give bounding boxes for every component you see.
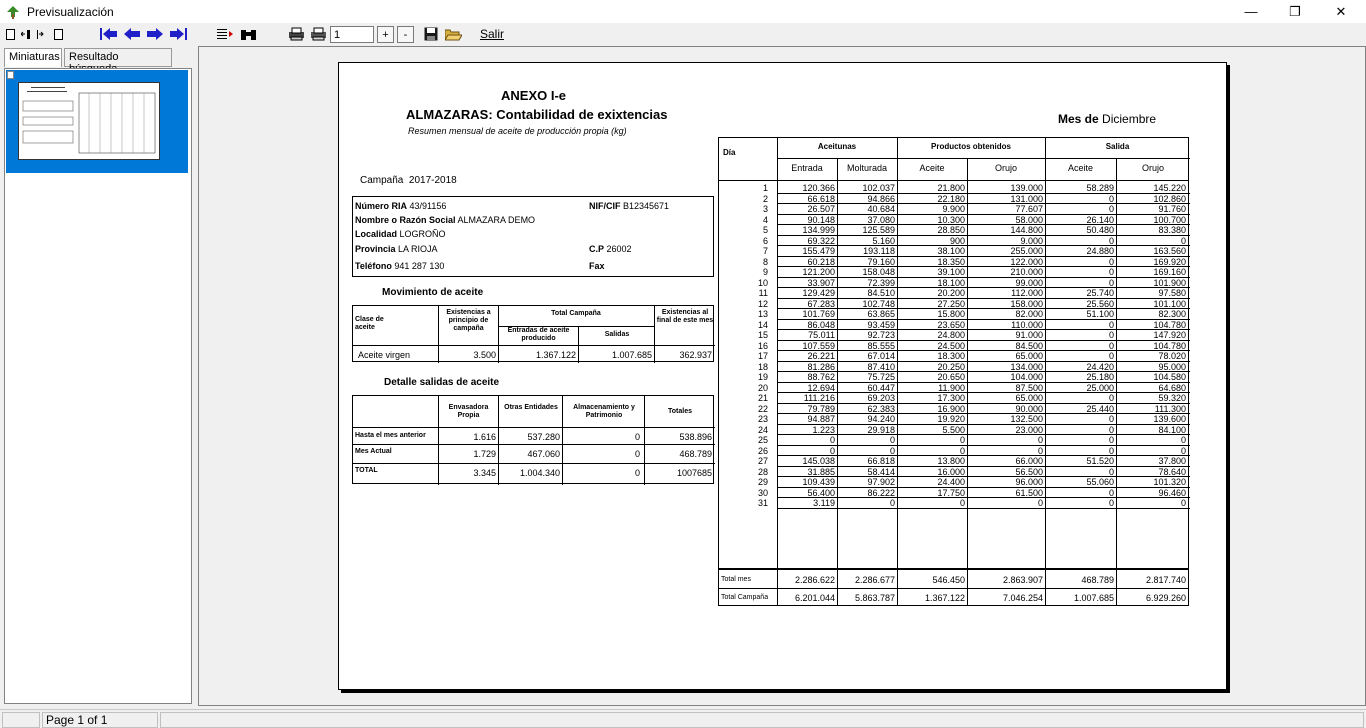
- daily-cell: 193.118: [863, 246, 895, 256]
- close-button[interactable]: ✕: [1335, 3, 1347, 19]
- daily-cell: 37.080: [867, 214, 895, 225]
- window-title: Previsualización: [27, 4, 114, 19]
- daily-cell: 19.920: [937, 414, 965, 424]
- total-campaign-row: [718, 588, 1189, 606]
- daily-cell: 121.200: [802, 267, 835, 277]
- daily-cell: 0: [1108, 235, 1114, 246]
- daily-cell: 100.700: [1153, 214, 1186, 225]
- daily-cell: 56.500: [1015, 466, 1043, 477]
- page-indicator: Page 1 of 1: [42, 712, 158, 728]
- open-folder-icon[interactable]: [444, 25, 462, 43]
- page-fit-icon[interactable]: [36, 25, 48, 43]
- daily-cell: 0: [959, 445, 965, 456]
- movement-heading: Movimiento de aceite: [382, 287, 484, 298]
- day-number: 18: [757, 361, 768, 372]
- total-cell: 2.286.622: [794, 575, 835, 585]
- daily-cell: 0: [1180, 235, 1186, 246]
- daily-cell: 0: [1037, 498, 1043, 508]
- daily-cell: 23.000: [1015, 424, 1043, 435]
- daily-cell: 21.800: [937, 183, 965, 193]
- daily-cell: 51.100: [1086, 309, 1114, 319]
- daily-cell: 60.447: [867, 382, 895, 393]
- report-page: [338, 62, 1227, 690]
- day-number: 26: [757, 445, 768, 456]
- daily-cell: 0: [1037, 435, 1043, 445]
- binoculars-icon[interactable]: [240, 25, 256, 43]
- daily-cell: 0: [1108, 277, 1114, 288]
- daily-cell: 82.300: [1158, 309, 1186, 319]
- daily-cell: 129.429: [802, 288, 835, 298]
- daily-cell: 0: [1180, 435, 1186, 445]
- status-bar: [0, 709, 1366, 728]
- daily-cell: 24.880: [1086, 246, 1114, 256]
- daily-cell: 147.920: [1153, 330, 1186, 340]
- last-page-icon[interactable]: [168, 25, 188, 43]
- daily-cell: 67.014: [867, 351, 895, 361]
- daily-cell: 86.222: [867, 487, 895, 498]
- day-number: 8: [762, 256, 768, 267]
- daily-cell: 102.748: [862, 298, 895, 309]
- status-cell-message: [160, 712, 1364, 728]
- daily-cell: 101.100: [1153, 298, 1186, 309]
- daily-cell: 16.900: [937, 403, 965, 414]
- daily-cell: 87.500: [1015, 382, 1043, 393]
- day-number: 24: [757, 424, 768, 435]
- daily-cell: 3.119: [813, 498, 835, 508]
- daily-cell: 27.250: [937, 298, 965, 309]
- printer-setup-icon[interactable]: [287, 25, 305, 43]
- daily-cell: 0: [1108, 445, 1114, 456]
- daily-cell: 59.320: [1158, 393, 1186, 403]
- daily-cell: 28.850: [937, 225, 965, 235]
- daily-cell: 94.866: [867, 193, 895, 204]
- daily-cell: 25.440: [1086, 403, 1114, 414]
- daily-cell: 56.400: [807, 487, 835, 498]
- daily-cell: 94.887: [807, 414, 835, 424]
- daily-cell: 81.286: [807, 361, 835, 372]
- daily-cell: 72.399: [867, 277, 895, 288]
- total-cell: 2.817.740: [1145, 575, 1186, 585]
- daily-cell: 131.000: [1010, 193, 1043, 204]
- daily-table-body: [718, 180, 1189, 569]
- total-cell: 2.286.677: [854, 575, 895, 585]
- daily-cell: 94.240: [867, 414, 895, 424]
- daily-cell: 24.420: [1086, 361, 1114, 372]
- total-cell: 6.929.260: [1145, 593, 1186, 603]
- daily-cell: 0: [889, 445, 895, 456]
- daily-cell: 104.780: [1153, 319, 1186, 330]
- daily-cell: 90.148: [807, 214, 835, 225]
- daily-cell: 145.220: [1153, 183, 1186, 193]
- thumbnail-page-1[interactable]: [6, 70, 188, 173]
- daily-cell: 104.000: [1010, 372, 1043, 382]
- daily-cell: 139.600: [1153, 414, 1186, 424]
- daily-table-header: Día Aceitunas Productos obtenidos Salida Entrada Molturada Aceite Orujo Aceite Orujo: [718, 137, 1189, 181]
- day-number: 9: [762, 267, 768, 277]
- day-number: 19: [757, 372, 768, 382]
- daily-cell: 66.618: [807, 193, 835, 204]
- total-cell: 5.863.787: [854, 593, 895, 603]
- daily-cell: 26.221: [807, 351, 835, 361]
- daily-cell: 169.920: [1153, 256, 1186, 267]
- daily-cell: 33.907: [807, 277, 835, 288]
- daily-cell: 38.100: [937, 246, 965, 256]
- daily-cell: 37.800: [1158, 456, 1186, 466]
- daily-cell: 18.350: [937, 256, 965, 267]
- daily-cell: 139.000: [1010, 183, 1043, 193]
- daily-cell: 109.439: [802, 477, 835, 487]
- daily-cell: 0: [1108, 193, 1114, 204]
- movement-table: Clase de aceite Existencias a principio de campaña Total Campaña Entradas de aceite producido Salidas Existencias al final de este mes Aceite virgen 3.500 1.367.122 1.007.685 362.937: [352, 305, 714, 362]
- daily-cell: 5.500: [942, 424, 965, 435]
- daily-cell: 55.060: [1086, 477, 1114, 487]
- daily-cell: 10.300: [937, 214, 965, 225]
- daily-cell: 112.000: [1011, 288, 1043, 298]
- daily-cell: 169.160: [1153, 267, 1186, 277]
- daily-cell: 0: [889, 498, 895, 508]
- tab-thumbnails[interactable]: Miniaturas: [4, 48, 62, 67]
- daily-cell: 17.750: [937, 487, 965, 498]
- daily-cell: 134.999: [802, 225, 835, 235]
- daily-cell: 40.684: [867, 204, 895, 214]
- day-number: 25: [757, 435, 768, 445]
- total-cell: 1.367.122: [924, 593, 965, 603]
- daily-cell: 0: [1108, 498, 1114, 508]
- daily-cell: 0: [1108, 487, 1114, 498]
- day-number: 2: [762, 193, 768, 204]
- daily-cell: 86.048: [807, 319, 835, 330]
- report-subtitle: Resumen mensual de aceite de producción propia (kg): [408, 126, 627, 136]
- daily-cell: 101.769: [802, 309, 835, 319]
- daily-cell: 155.479: [802, 246, 835, 256]
- day-number: 6: [762, 235, 768, 246]
- daily-cell: 120.366: [802, 183, 835, 193]
- daily-cell: 96.000: [1015, 477, 1043, 487]
- daily-cell: 78.640: [1158, 466, 1186, 477]
- printer-icon[interactable]: [309, 25, 327, 43]
- daily-cell: 31.885: [807, 466, 835, 477]
- daily-cell: 0: [1108, 267, 1114, 277]
- daily-cell: 92.723: [867, 330, 895, 340]
- daily-cell: 111.216: [803, 393, 835, 403]
- daily-cell: 25.000: [1086, 382, 1114, 393]
- day-number: 10: [757, 277, 768, 288]
- day-number: 22: [757, 403, 768, 414]
- day-number: 16: [757, 340, 768, 351]
- daily-cell: 51.520: [1086, 456, 1114, 466]
- daily-cell: 0: [829, 445, 835, 456]
- status-cell-empty: [2, 712, 40, 728]
- daily-cell: 158.048: [862, 267, 895, 277]
- daily-cell: 62.383: [867, 403, 895, 414]
- day-number: 20: [757, 382, 768, 393]
- outline-icon[interactable]: [216, 25, 234, 43]
- page-blank-icon[interactable]: [52, 25, 64, 43]
- detail-heading: Detalle salidas de aceite: [384, 377, 500, 388]
- zoom-out-button[interactable]: -: [397, 26, 414, 43]
- daily-cell: 25.740: [1086, 288, 1114, 298]
- daily-cell: 15.800: [937, 309, 965, 319]
- daily-cell: 75.011: [808, 330, 835, 340]
- next-page-icon[interactable]: [145, 25, 165, 43]
- daily-cell: 0: [1108, 466, 1114, 477]
- daily-cell: 97.580: [1158, 288, 1186, 298]
- daily-cell: 13.800: [937, 456, 965, 466]
- title-bar: [0, 0, 1366, 23]
- daily-cell: 75.725: [867, 372, 895, 382]
- daily-cell: 11.900: [938, 382, 965, 393]
- daily-cell: 99.000: [1015, 277, 1043, 288]
- daily-cell: 132.500: [1010, 414, 1043, 424]
- daily-cell: 65.000: [1015, 393, 1043, 403]
- daily-cell: 122.000: [1010, 256, 1043, 267]
- daily-cell: 26.140: [1086, 214, 1114, 225]
- daily-cell: 66.818: [867, 456, 895, 466]
- daily-cell: 84.500: [1015, 340, 1043, 351]
- daily-cell: 104.580: [1153, 372, 1186, 382]
- daily-cell: 25.560: [1086, 298, 1114, 309]
- daily-cell: 67.283: [807, 298, 835, 309]
- daily-cell: 65.000: [1015, 351, 1043, 361]
- daily-cell: 102.860: [1153, 193, 1186, 204]
- daily-cell: 17.300: [937, 393, 965, 403]
- daily-cell: 0: [1108, 351, 1114, 361]
- day-number: 27: [757, 456, 768, 466]
- day-number: 5: [762, 225, 768, 235]
- day-number: 28: [757, 466, 768, 477]
- save-icon[interactable]: [423, 25, 439, 43]
- total-cell: 1.007.685: [1073, 593, 1114, 603]
- daily-cell: 60.218: [807, 256, 835, 267]
- daily-cell: 0: [829, 435, 835, 445]
- daily-cell: 0: [1108, 330, 1114, 340]
- day-number: 23: [757, 414, 768, 424]
- daily-cell: 29.918: [867, 424, 895, 435]
- daily-cell: 0: [1037, 445, 1043, 456]
- page-number-input[interactable]: [330, 26, 374, 43]
- daily-cell: 145.038: [802, 456, 835, 466]
- daily-cell: 63.865: [867, 309, 895, 319]
- daily-cell: 84.510: [867, 288, 895, 298]
- daily-cell: 85.555: [867, 340, 895, 351]
- daily-cell: 91.000: [1015, 330, 1043, 340]
- daily-cell: 91.760: [1158, 204, 1186, 214]
- total-month-row: [718, 569, 1189, 589]
- first-page-icon[interactable]: [99, 25, 119, 43]
- daily-cell: 900: [949, 235, 965, 246]
- daily-cell: 20.650: [937, 372, 965, 382]
- total-label: Total mes: [721, 576, 751, 583]
- daily-cell: 69.203: [867, 393, 895, 403]
- daily-cell: 78.020: [1158, 351, 1186, 361]
- daily-cell: 77.607: [1015, 204, 1043, 214]
- previous-page-icon[interactable]: [122, 25, 142, 43]
- daily-cell: 0: [1108, 393, 1114, 403]
- daily-cell: 16.000: [937, 466, 965, 477]
- day-number: 4: [762, 214, 768, 225]
- daily-cell: 0: [889, 435, 895, 445]
- daily-cell: 0: [1108, 340, 1114, 351]
- daily-cell: 102.037: [862, 183, 895, 193]
- daily-cell: 144.800: [1010, 225, 1043, 235]
- daily-cell: 163.560: [1153, 246, 1186, 256]
- daily-cell: 111.300: [1154, 403, 1186, 414]
- daily-cell: 20.200: [937, 288, 965, 298]
- day-number: 15: [757, 330, 768, 340]
- daily-cell: 25.180: [1086, 372, 1114, 382]
- day-number: 29: [757, 477, 768, 487]
- daily-cell: 101.320: [1153, 477, 1186, 487]
- daily-cell: 82.000: [1015, 309, 1043, 319]
- daily-cell: 18.100: [937, 277, 965, 288]
- daily-cell: 90.000: [1015, 403, 1043, 414]
- daily-cell: 5.160: [872, 235, 895, 246]
- daily-cell: 125.589: [862, 225, 895, 235]
- campaign: Campaña 2017-2018: [360, 175, 457, 186]
- daily-cell: 0: [1180, 445, 1186, 456]
- daily-cell: 66.000: [1015, 456, 1043, 466]
- day-number: 7: [762, 246, 768, 256]
- maximize-button[interactable]: ❐: [1289, 3, 1301, 19]
- daily-cell: 0: [1108, 414, 1114, 424]
- daily-cell: 22.180: [937, 193, 965, 204]
- daily-cell: 9.000: [1020, 235, 1043, 246]
- daily-cell: 87.410: [867, 361, 895, 372]
- zoom-in-button[interactable]: +: [377, 26, 394, 43]
- daily-cell: 79.160: [867, 256, 895, 267]
- daily-cell: 210.000: [1010, 267, 1043, 277]
- total-cell: 2.863.907: [1002, 575, 1043, 585]
- daily-cell: 93.459: [867, 319, 895, 330]
- day-number: 17: [757, 351, 768, 361]
- daily-cell: 0: [1108, 256, 1114, 267]
- daily-cell: 24.800: [937, 330, 965, 340]
- daily-cell: 69.322: [807, 235, 835, 246]
- day-number: 30: [757, 487, 768, 498]
- exit-button[interactable]: Salir: [480, 27, 505, 41]
- day-number: 31: [757, 498, 768, 508]
- thumbnail-panel: [4, 68, 192, 704]
- daily-cell: 79.789: [807, 403, 835, 414]
- daily-cell: 0: [1108, 319, 1114, 330]
- month-label: Mes de Diciembre: [1058, 112, 1157, 126]
- thumbnail-preview: [18, 82, 160, 160]
- tab-search-results[interactable]: Resultado: [64, 48, 172, 67]
- daily-cell: 12.694: [807, 382, 835, 393]
- daily-cell: 83.380: [1158, 225, 1186, 235]
- daily-cell: 50.480: [1086, 225, 1114, 235]
- daily-cell: 24.400: [937, 477, 965, 487]
- daily-cell: 0: [1108, 424, 1114, 435]
- page-single-icon[interactable]: [4, 25, 16, 43]
- daily-cell: 58.414: [867, 466, 895, 477]
- daily-cell: 0: [959, 435, 965, 445]
- total-cell: 468.789: [1081, 575, 1114, 585]
- daily-cell: 0: [1180, 498, 1186, 508]
- total-cell: 7.046.254: [1002, 593, 1043, 603]
- total-cell: 6.201.044: [794, 593, 835, 603]
- daily-cell: 39.100: [937, 267, 965, 277]
- daily-cell: 0: [959, 498, 965, 508]
- daily-cell: 23.650: [937, 319, 965, 330]
- page-width-icon[interactable]: [20, 25, 32, 43]
- daily-cell: 64.680: [1158, 382, 1186, 393]
- daily-cell: 134.000: [1010, 361, 1043, 372]
- daily-cell: 84.100: [1158, 424, 1186, 435]
- day-number: 12: [757, 298, 768, 309]
- day-number: 14: [757, 319, 768, 330]
- daily-cell: 58.000: [1015, 214, 1043, 225]
- annex-title: ANEXO I-e: [501, 88, 567, 103]
- daily-cell: 9.900: [942, 204, 965, 214]
- daily-cell: 1.223: [812, 424, 835, 435]
- daily-cell: 110.000: [1011, 319, 1043, 330]
- daily-cell: 255.000: [1010, 246, 1043, 256]
- company-info-box: Número RIA 43/91156 NIF/CIF B12345671 Nombre o Razón Social ALMAZARA DEMO Localidad LOGROÑO Provincia LA RIOJA C.P 26002 Teléfono 941 287 130 Fax: [352, 196, 714, 277]
- daily-cell: 61.500: [1015, 487, 1043, 498]
- oil-class: Aceite virgen: [358, 350, 411, 360]
- day-number: 3: [762, 204, 768, 214]
- daily-cell: 96.460: [1158, 487, 1186, 498]
- daily-cell: 18.300: [937, 351, 965, 361]
- daily-cell: 88.762: [807, 372, 835, 382]
- daily-cell: 97.902: [867, 477, 895, 487]
- day-number: 13: [757, 309, 768, 319]
- report-title: ALMAZARAS: Contabilidad de exixtencias: [406, 107, 668, 122]
- daily-cell: 104.780: [1153, 340, 1186, 351]
- day-number: 1: [762, 183, 768, 193]
- daily-cell: 95.000: [1158, 361, 1186, 372]
- total-label: Total Campaña: [721, 594, 769, 601]
- detail-table: Envasadora Propia Otras Entidades Almacenamiento y Patrimonio Totales Hasta el mes anterior 1.616 537.280 0 538.896 Mes Actual 1.729 467.060 0 468.789 TOTAL 3.345 1.004.340 0 1007685: [352, 395, 714, 484]
- daily-cell: 58.289: [1086, 183, 1114, 193]
- toolbar: [0, 23, 1366, 46]
- daily-cell: 158.000: [1010, 298, 1043, 309]
- day-number: 11: [758, 288, 768, 298]
- daily-cell: 0: [1108, 204, 1114, 214]
- daily-cell: 101.900: [1153, 277, 1186, 288]
- daily-cell: 20.250: [937, 361, 965, 372]
- total-cell: 546.450: [932, 575, 965, 585]
- tree-app-icon: [5, 4, 21, 20]
- daily-cell: 107.559: [802, 340, 835, 351]
- minimize-button[interactable]: —: [1244, 4, 1258, 19]
- daily-cell: 26.507: [807, 204, 835, 214]
- daily-cell: 0: [1108, 435, 1114, 445]
- day-number: 21: [757, 393, 768, 403]
- daily-cell: 24.500: [937, 340, 965, 351]
